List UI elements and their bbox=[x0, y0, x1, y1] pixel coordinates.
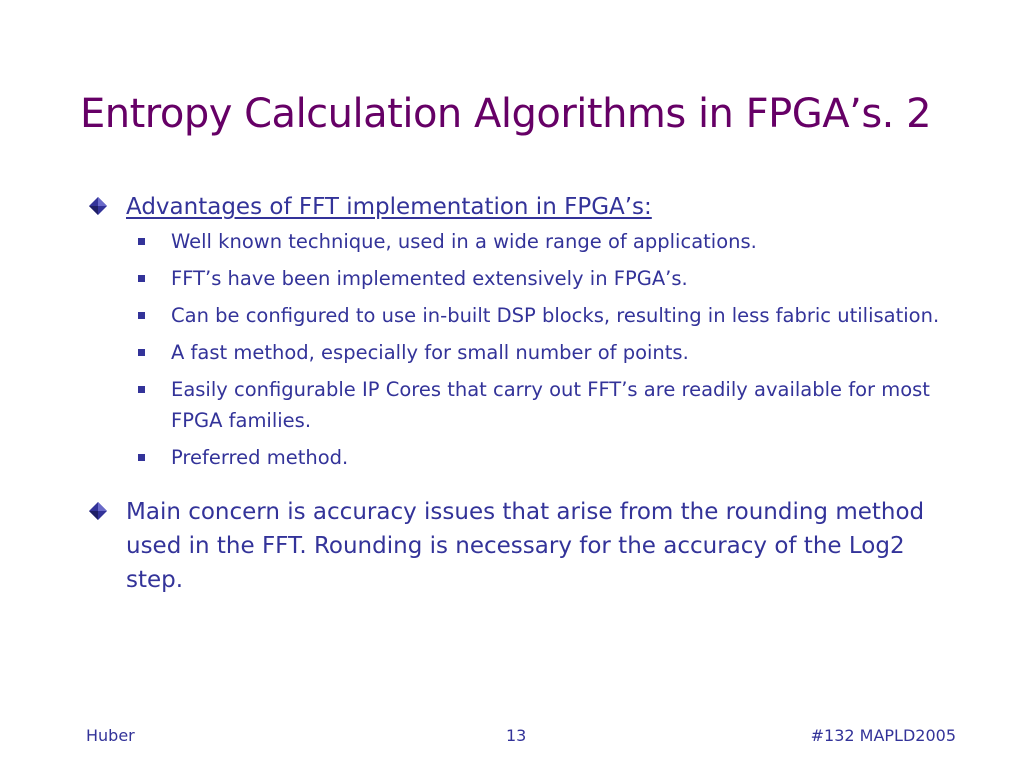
list-item bbox=[126, 263, 946, 294]
list-item bbox=[126, 374, 946, 436]
square-bullet-icon bbox=[138, 275, 145, 282]
square-bullet-icon bbox=[138, 349, 145, 356]
list-item-text: Preferred method. bbox=[171, 446, 349, 469]
bullet-advantages bbox=[86, 190, 946, 473]
bullet-main-concern-text: Main concern is accuracy issues that arise from the rounding method used in the FFT. Rounding is necessary for the accuracy of the Log2 step. bbox=[126, 499, 925, 593]
square-bullet-icon bbox=[138, 312, 145, 319]
footer-author: Huber bbox=[86, 726, 135, 745]
square-bullet-icon bbox=[138, 454, 145, 461]
diamond-icon bbox=[89, 502, 107, 520]
slide-content bbox=[86, 190, 946, 597]
footer-page-number: 13 bbox=[506, 726, 527, 745]
slide-title: Entropy Calculation Algorithms in FPGA’s. 2 bbox=[80, 91, 932, 137]
footer-event: #132 MAPLD2005 bbox=[810, 726, 956, 745]
list-item bbox=[126, 226, 946, 257]
list-item bbox=[126, 442, 946, 473]
list-item-text: Easily configurable IP Cores that carry out FFT’s are readily available for most FPGA families. bbox=[171, 378, 930, 432]
bullet-main-concern bbox=[86, 495, 946, 597]
list-item-text: FFT’s have been implemented extensively in FPGA’s. bbox=[171, 267, 688, 290]
bullet-advantages-text: Advantages of FFT implementation in FPGA’s: bbox=[126, 194, 652, 220]
diamond-icon bbox=[89, 197, 107, 215]
list-item-text: Well known technique, used in a wide range of applications. bbox=[171, 230, 757, 253]
list-item bbox=[126, 300, 946, 331]
list-item bbox=[126, 337, 946, 368]
square-bullet-icon bbox=[138, 386, 145, 393]
list-item-text: A fast method, especially for small number of points. bbox=[171, 341, 689, 364]
square-bullet-icon bbox=[138, 238, 145, 245]
list-item-text: Can be configured to use in-built DSP blocks, resulting in less fabric utilisation. bbox=[171, 304, 940, 327]
advantages-sub-list bbox=[126, 226, 946, 473]
